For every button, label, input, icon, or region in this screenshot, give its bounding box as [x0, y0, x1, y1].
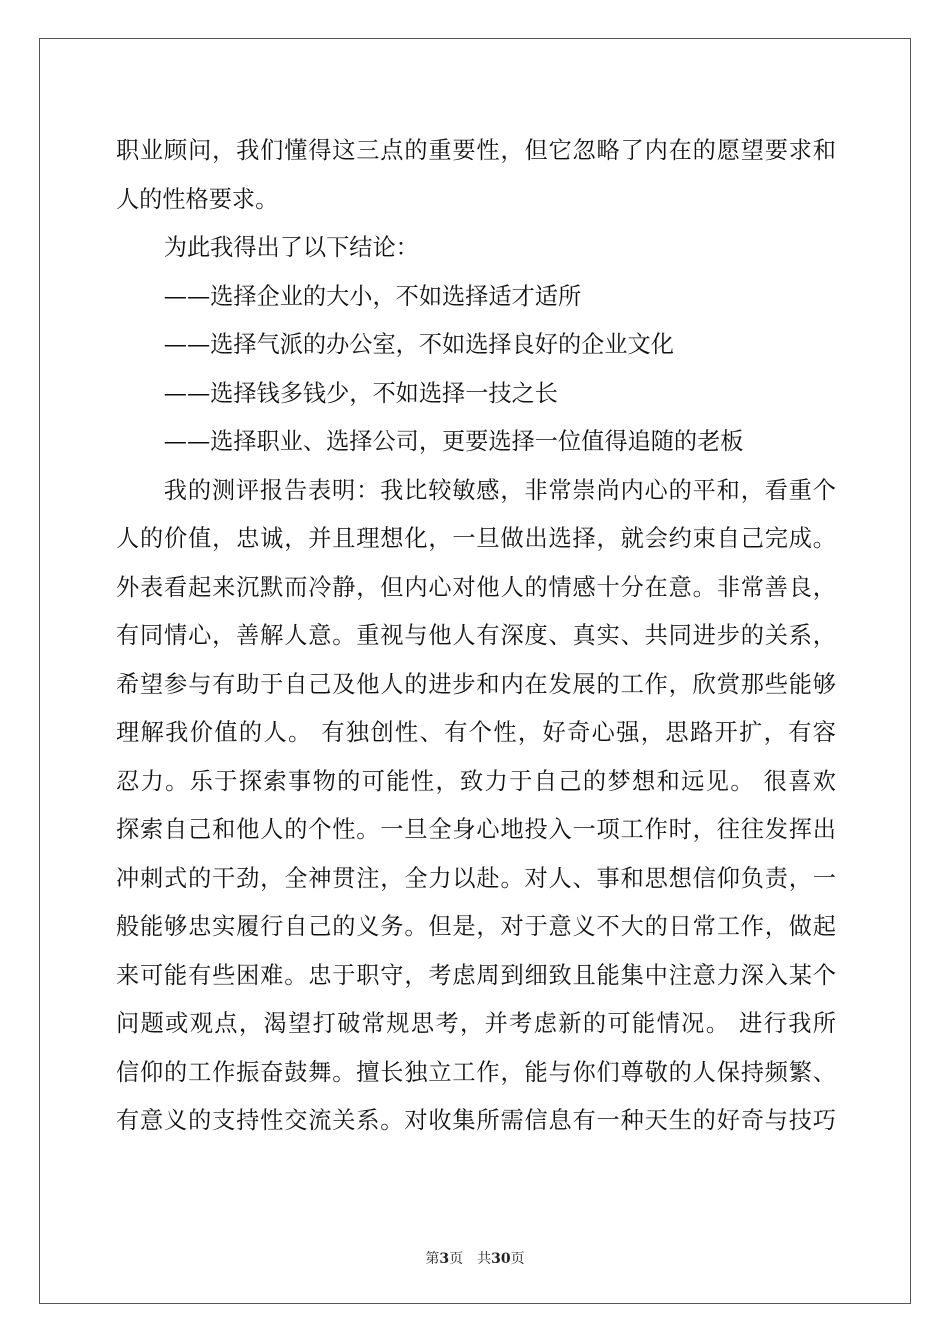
page-total: 30	[491, 1251, 511, 1267]
document-body	[116, 127, 836, 1146]
text-line: 人的价值，忠诚，并且理想化，一旦做出选择，就会约束自己完成。	[116, 525, 836, 552]
text-line: 问题或观点，渴望打破常规思考，并考虑新的可能情况。 进行我所	[116, 1010, 836, 1037]
text-line: 探索自己和他人的个性。一旦全身心地投入一项工作时，往往发挥出	[116, 816, 836, 843]
text-line: ——选择钱多钱少，不如选择一技之长	[163, 379, 558, 407]
text-line: 有同情心，善解人意。重视与他人有深度、真实、共同进步的关系，	[116, 622, 836, 649]
page-footer	[0, 1248, 950, 1268]
text-line: 外表看起来沉默而冷静，但内心对他人的情感十分在意。非常善良，	[116, 573, 836, 601]
text-line: ——选择气派的办公室，不如选择良好的企业文化	[163, 331, 674, 358]
text-line: 希望参与有助于自己及他人的进步和内在发展的工作，欣赏那些能够	[116, 670, 836, 698]
text-line: 忍力。乐于探索事物的可能性，致力于自己的梦想和远见。 很喜欢	[116, 767, 836, 795]
text-line: 信仰的工作振奋鼓舞。擅长独立工作，能与你们尊敬的人保持频繁、	[116, 1058, 836, 1086]
text-line: ——选择职业、选择公司，更要选择一位值得追随的老板	[163, 428, 744, 455]
text-line: 来可能有些困难。忠于职守，考虑周到细致且能集中注意力深入某个	[116, 961, 836, 989]
text-line: ——选择企业的大小，不如选择适才适所	[163, 282, 582, 310]
text-line: 职业顾问，我们懂得这三点的重要性，但它忽略了内在的愿望要求和	[116, 137, 836, 164]
total-prefix: 共	[477, 1251, 492, 1267]
text-line: 理解我价值的人。 有独创性、有个性，好奇心强，思路开扩，有容	[116, 719, 836, 746]
text-line: 冲刺式的干劲，全神贯注，全力以赴。对人、事和思想信仰负责，一	[116, 864, 836, 892]
text-line: 人的性格要求。	[116, 185, 279, 213]
page-unit: 页	[449, 1251, 464, 1267]
total-unit: 页	[510, 1251, 525, 1267]
text-line: 有意义的支持性交流关系。对收集所需信息有一种天生的好奇与技巧	[116, 1107, 836, 1134]
page-prefix: 第	[425, 1251, 440, 1267]
text-line: 为此我得出了以下结论：	[163, 234, 419, 261]
page-current: 3	[439, 1251, 450, 1267]
text-line: 我的测评报告表明：我比较敏感，非常崇尚内心的平和，看重个	[163, 476, 836, 504]
text-line: 般能够忠实履行自己的义务。但是，对于意义不大的日常工作，做起	[116, 913, 836, 940]
